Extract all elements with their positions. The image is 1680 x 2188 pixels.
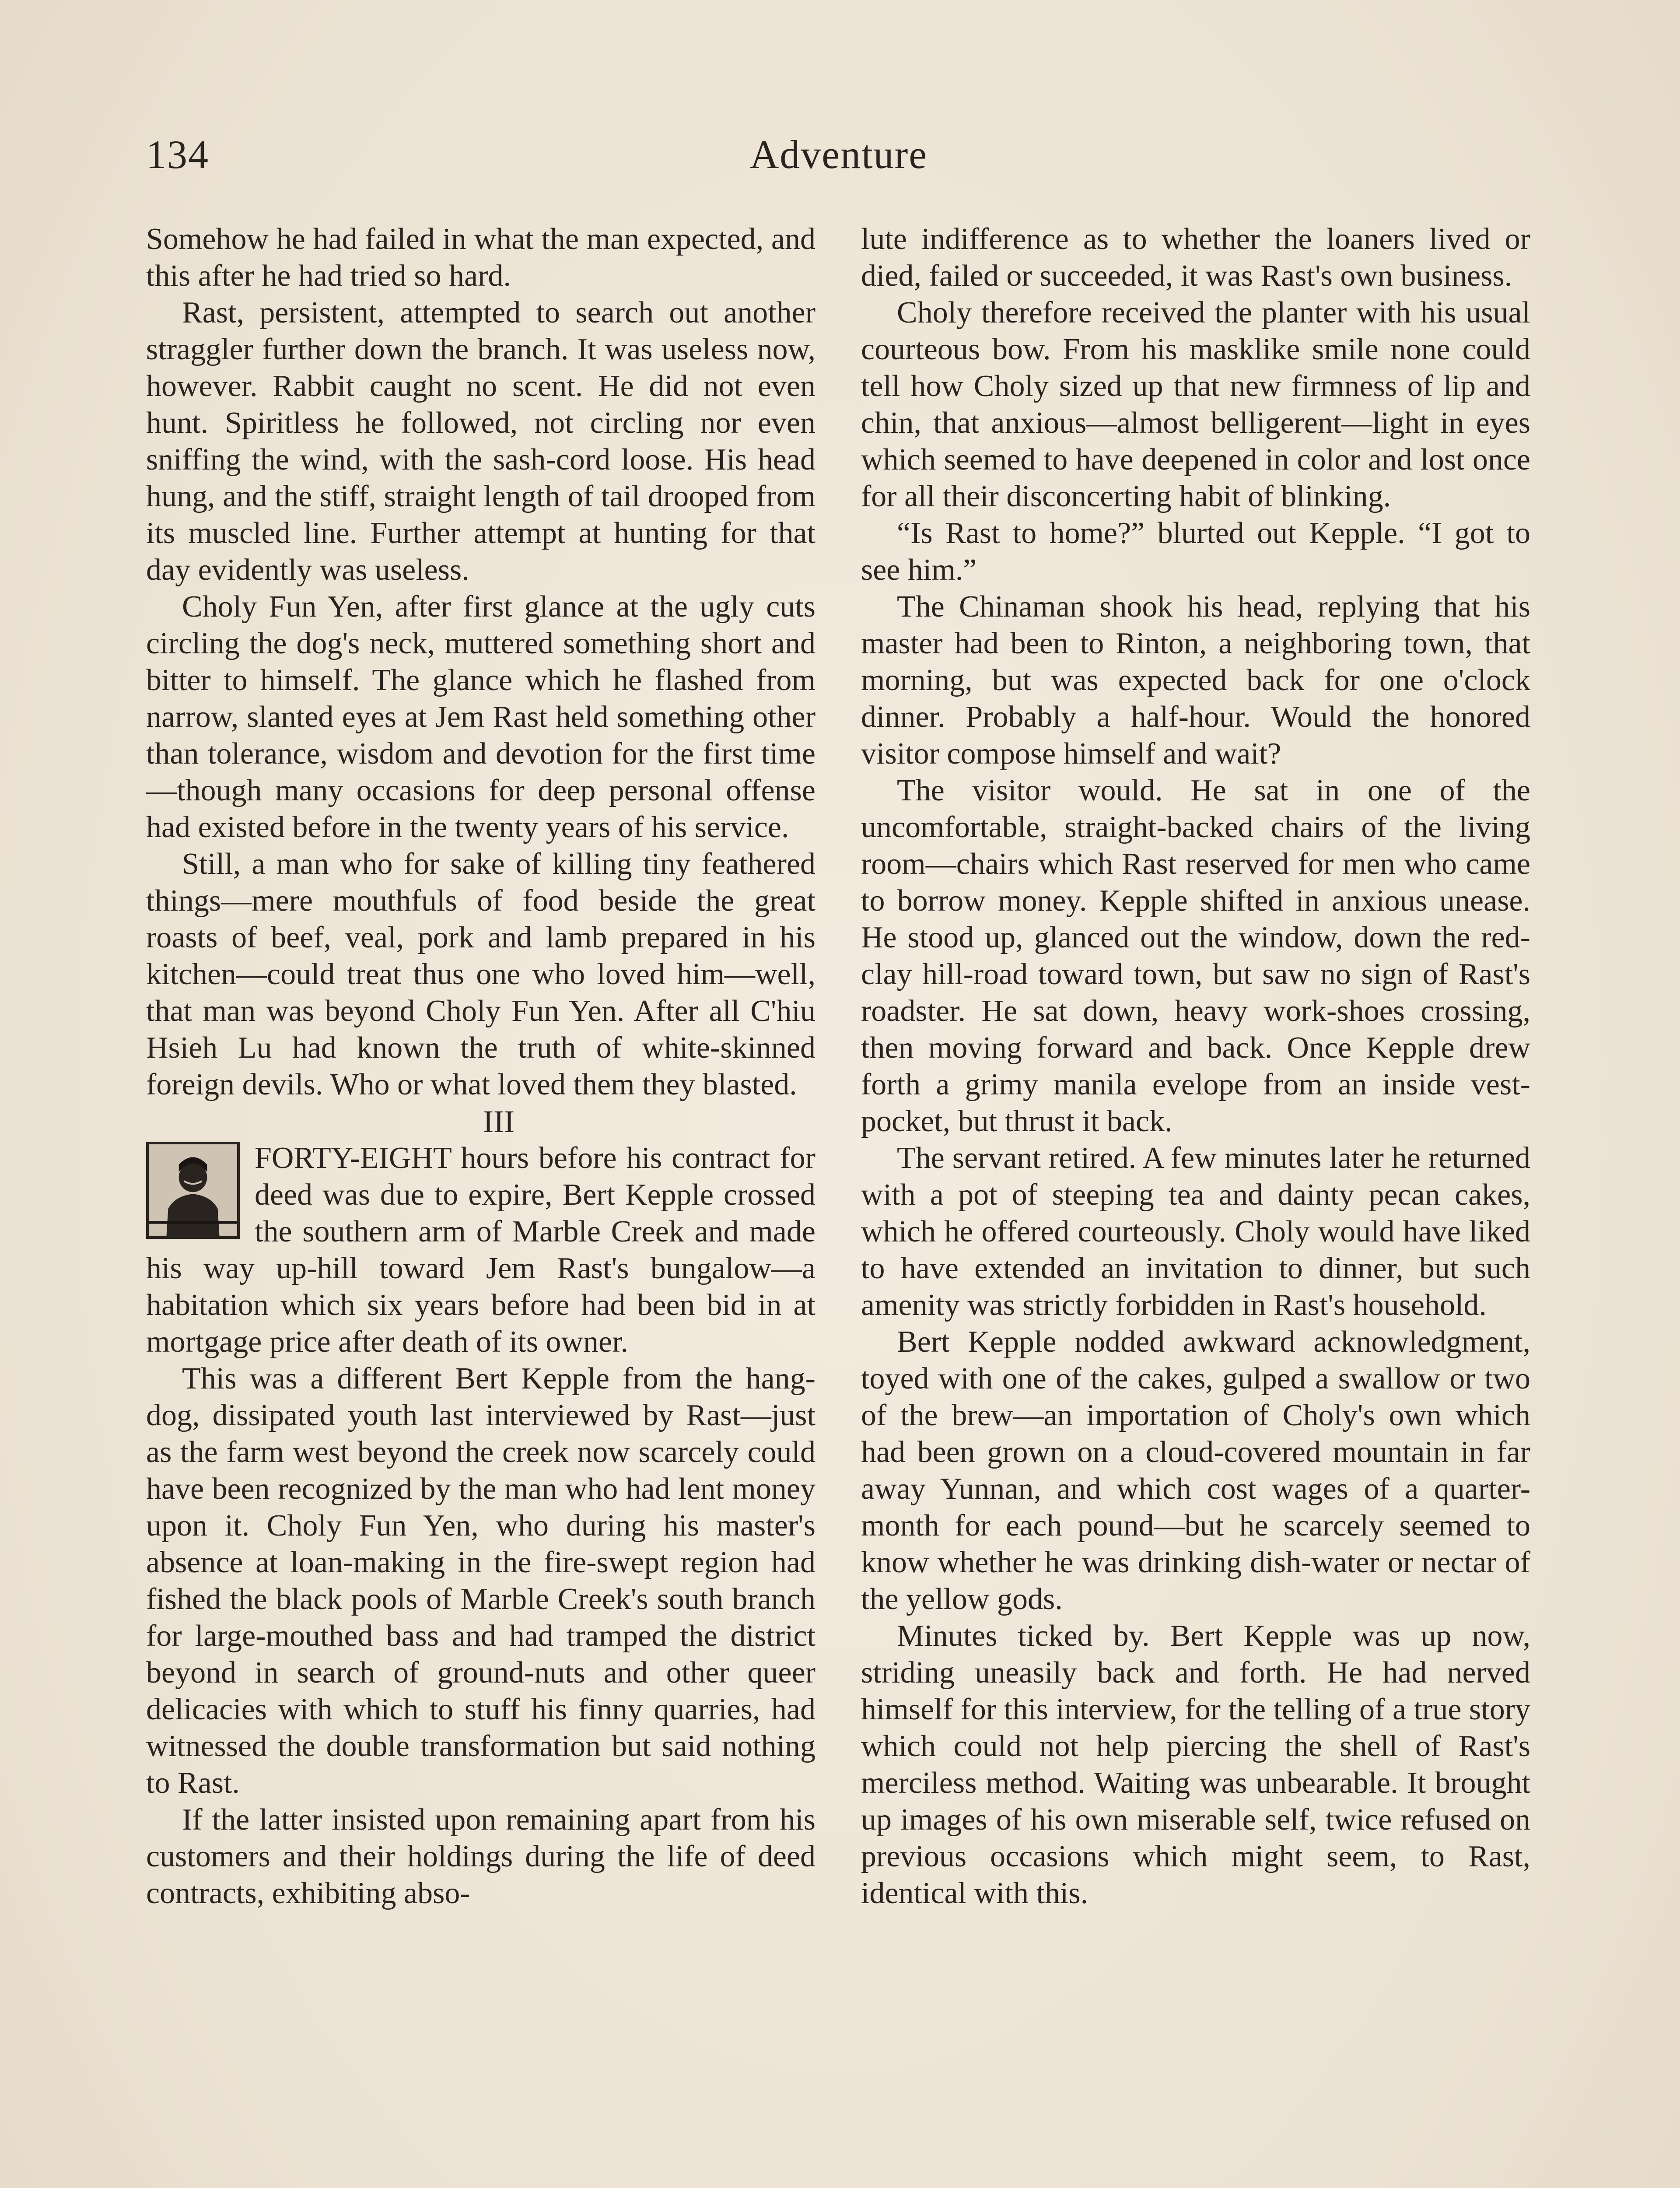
right-column: [861, 221, 1530, 1912]
page-number: 134: [146, 132, 209, 177]
paragraph: FORTY-EIGHT hours before his contract for deed was due to expire, Bert Kepple crossed the southern arm of Marble Creek and made his way up-hill toward Jem Rast's bungalow—a habitation which six years before had been bid in at mortgage price after death of its owner.: [146, 1141, 816, 1359]
paragraph: lute indifference as to whether the loaners lived or died, failed or succeeded, it was Rast's own business.: [861, 222, 1530, 293]
left-column: [146, 221, 816, 1912]
section-heading: III: [483, 1104, 514, 1139]
paragraph: Still, a man who for sake of killing tiny feathered things—mere mouthfuls of food beside the great roasts of beef, veal, pork and lamb prepared in his kitchen—could treat thus one who loved him—well, that man was beyond Choly Fun Yen. After all C'hiu Hsieh Lu had known the truth of white-skinned foreign devils. Who or what loved them they blasted.: [146, 847, 816, 1101]
paragraph: Choly therefore received the planter with his usual courteous bow. From his masklike smile none could tell how Choly sized up that new firmness of lip and chin, that anxious—almost belligerent—light in eyes which seemed to have deepened in color and lost once for all their disconcerting habit of blinking.: [861, 296, 1530, 513]
paragraph: This was a different Bert Kepple from the hang-dog, dissipated youth last interviewed by Rast—just as the farm west beyond the creek now scarcely could have been recognized by the man who had lent money upon it. Choly Fun Yen, who during his master's absence at loan-making in the fire-swept region had fished the black pools of Marble Creek's south branch for large-mouthed bass and had tramped the district beyond in search of ground-nuts and other queer delicacies with which to stuff his finny quarries, had witnessed the double transformation but said nothing to Rast.: [146, 1362, 816, 1800]
paragraph: The visitor would. He sat in one of the uncomfortable, straight-backed chairs of the living room—chairs which Rast reserved for men who came to borrow money. Kepple shifted in anxious unease. He stood up, glanced out the window, down the red-clay hill-road toward town, but saw no sign of Rast's roadster. He sat down, heavy work-shoes crossing, then moving forward and back. Once Kepple drew forth a grimy manila evelope from an inside vest-pocket, but thrust it back.: [861, 774, 1530, 1138]
paragraph: “Is Rast to home?” blurted out Kepple. “I got to see him.”: [861, 516, 1530, 587]
paragraph: If the latter insisted upon remaining apart from his customers and their holdings during the life of deed contracts, exhibiting abso-: [146, 1803, 816, 1910]
dropcap-illustration-icon: [146, 1142, 240, 1239]
paragraph: Choly Fun Yen, after first glance at the ugly cuts circling the dog's neck, muttered something short and bitter to himself. The glance which he flashed from narrow, slanted eyes at Jem Rast held something other than tolerance, wisdom and devotion for the first time—though many occasions for deep personal offense had existed before in the twenty years of his service.: [146, 590, 816, 844]
paragraph: The servant retired. A few minutes later he returned with a pot of steeping tea and dainty pecan cakes, which he offered courteously. Choly would have liked to have extended an invitation to dinner, but such amenity was strictly forbidden in Rast's household.: [861, 1141, 1530, 1322]
running-title: Adventure: [749, 132, 928, 177]
paragraph: Rast, persistent, attempted to search out another straggler further down the branch. It was useless now, however. Rabbit caught no scent. He did not even hunt. Spiritless he followed, not circling nor even sniffing the wind, with the sash-cord loose. His head hung, and the stiff, straight length of tail drooped from its muscled line. Further attempt at hunting for that day evidently was useless.: [146, 296, 816, 587]
paragraph: The Chinaman shook his head, replying that his master had been to Rinton, a neighboring town, that morning, but was expected back for one o'clock dinner. Probably a half-hour. Would the honored visitor compose himself and wait?: [861, 590, 1530, 771]
page-header: [146, 127, 1531, 188]
paragraph: Somehow he had failed in what the man expected, and this after he had tried so hard.: [146, 222, 816, 293]
paragraph: Minutes ticked by. Bert Kepple was up now, striding uneasily back and forth. He had nerved himself for this interview, for the telling of a true story which could not help piercing the shell of Rast's merciless method. Waiting was unbearable. It brought up images of his own miserable self, twice refused on previous occasions which might seem, to Rast, identical with this.: [861, 1619, 1530, 1910]
paragraph: Bert Kepple nodded awkward acknowledgment, toyed with one of the cakes, gulped a swallow or two of the brew—an importation of Choly's own which had been grown on a cloud-covered mountain in far away Yunnan, and which cost wages of a quarter-month for each pound—but he scarcely seemed to know whether he was drinking dish-water or nectar of the yellow gods.: [861, 1325, 1530, 1616]
